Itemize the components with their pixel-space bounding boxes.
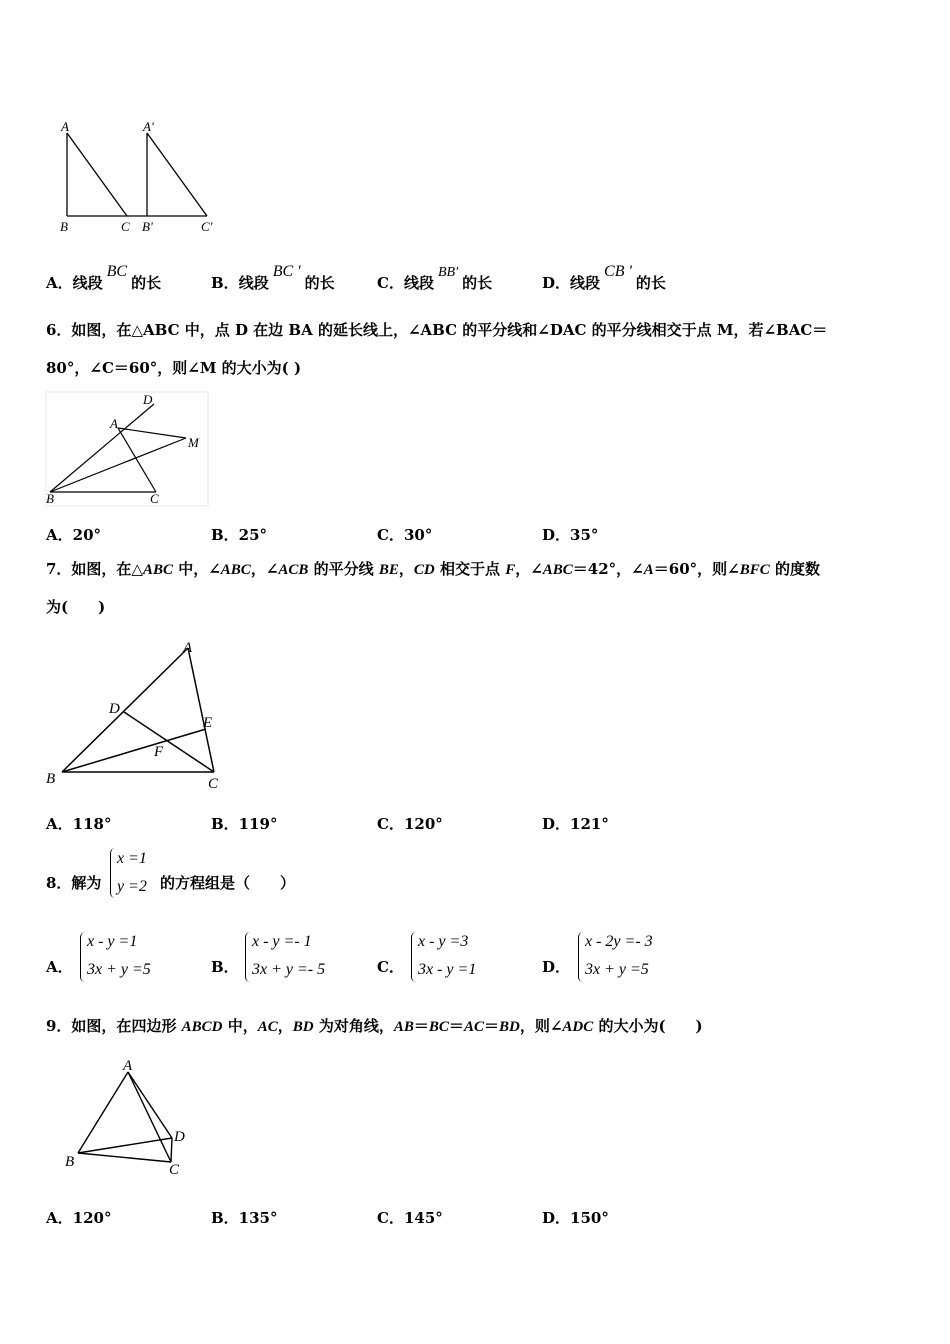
label-A: A [61, 119, 69, 134]
q5-option-c[interactable]: C．线段BB'的长 [377, 265, 493, 292]
label-C: C [121, 219, 130, 234]
q9-option-c[interactable]: C．145° [377, 1209, 443, 1227]
q9-figure [60, 1056, 210, 1181]
q6-figure [44, 390, 212, 510]
q8-option-d-brace [578, 932, 583, 982]
label-B-prime: B' [142, 219, 153, 234]
q8-option-b-system[interactable]: x - y =- 1 3x + y =- 5 [252, 933, 326, 978]
q8-solution-system: x =1 y =2 [117, 850, 147, 895]
q8-suffix: 的方程组是（ ） [160, 874, 296, 892]
q8-option-b-brace [245, 932, 250, 982]
q8-option-c-system[interactable]: x - y =3 3x - y =1 [418, 933, 477, 978]
label-B: B [60, 219, 68, 234]
q7-stem-line2: 为( ) [46, 598, 106, 616]
q9-option-d[interactable]: D．150° [542, 1209, 609, 1227]
q7-option-d[interactable]: D．121° [542, 815, 609, 833]
q5-option-d[interactable]: D．线段CB '的长 [542, 263, 666, 292]
q8-option-d-system[interactable]: x - 2y =- 3 3x + y =5 [585, 933, 653, 978]
q6-option-a[interactable]: A．20° [46, 526, 102, 544]
label-A: A [183, 640, 193, 656]
label-M: M [188, 435, 199, 450]
q8-option-c-brace [411, 932, 416, 982]
q8-option-c-letter[interactable]: C． [377, 958, 404, 976]
label-E: E [203, 715, 213, 731]
q8-option-a-letter[interactable]: A． [46, 958, 73, 976]
q5-option-a[interactable]: A．线段BC的长 [46, 263, 162, 292]
label-C: C [208, 776, 219, 792]
label-C: C [150, 491, 159, 506]
label-F: F [154, 744, 164, 760]
q7-stem-line1: 7．如图，在△ABC 中，∠ABC，∠ACB 的平分线 BE，CD 相交于点 F，∠ABC＝42°，∠A＝60°，则∠BFC 的度数 [46, 560, 820, 578]
label-C-prime: C' [201, 219, 213, 234]
q7-option-a[interactable]: A．118° [46, 815, 112, 833]
label-C: C [169, 1162, 180, 1178]
q8-option-b-letter[interactable]: B． [211, 958, 239, 976]
q8-solution-brace [110, 848, 115, 898]
q9-stem: 9．如图，在四边形 ABCD 中，AC，BD 为对角线，AB＝BC＝AC＝BD，则∠ADC 的大小为( ) [46, 1017, 703, 1035]
q6-option-c[interactable]: C．30° [377, 526, 433, 544]
q6-option-d[interactable]: D．35° [542, 526, 599, 544]
label-D: D [143, 392, 153, 407]
q9-option-a[interactable]: A．120° [46, 1209, 112, 1227]
label-A-prime: A' [143, 119, 154, 134]
q8-prefix: 8．解为 [46, 874, 102, 892]
label-B: B [46, 771, 56, 787]
q6-option-b[interactable]: B．25° [211, 526, 268, 544]
q8-option-d-letter[interactable]: D． [542, 958, 571, 976]
label-B: B [65, 1154, 75, 1170]
label-A: A [110, 416, 118, 431]
q6-stem-line2: 80°，∠C＝60°，则∠M 的大小为( ) [46, 359, 302, 377]
q5-option-b[interactable]: B．线段BC '的长 [211, 263, 335, 292]
q8-option-a-system[interactable]: x - y =1 3x + y =5 [87, 933, 151, 978]
q7-option-c[interactable]: C．120° [377, 815, 443, 833]
label-B: B [46, 491, 54, 506]
q8-option-a-brace [80, 932, 85, 982]
label-D: D [174, 1129, 185, 1145]
q9-option-b[interactable]: B．135° [211, 1209, 278, 1227]
q5-figure [55, 118, 230, 243]
label-A: A [123, 1058, 133, 1074]
label-D: D [109, 701, 120, 717]
q7-figure [40, 636, 230, 796]
q6-stem-line1: 6．如图，在△ABC 中，点 D 在边 BA 的延长线上，∠ABC 的平分线和∠DAC 的平分线相交于点 M，若∠BAC＝ [46, 321, 828, 339]
q7-option-b[interactable]: B．119° [211, 815, 278, 833]
